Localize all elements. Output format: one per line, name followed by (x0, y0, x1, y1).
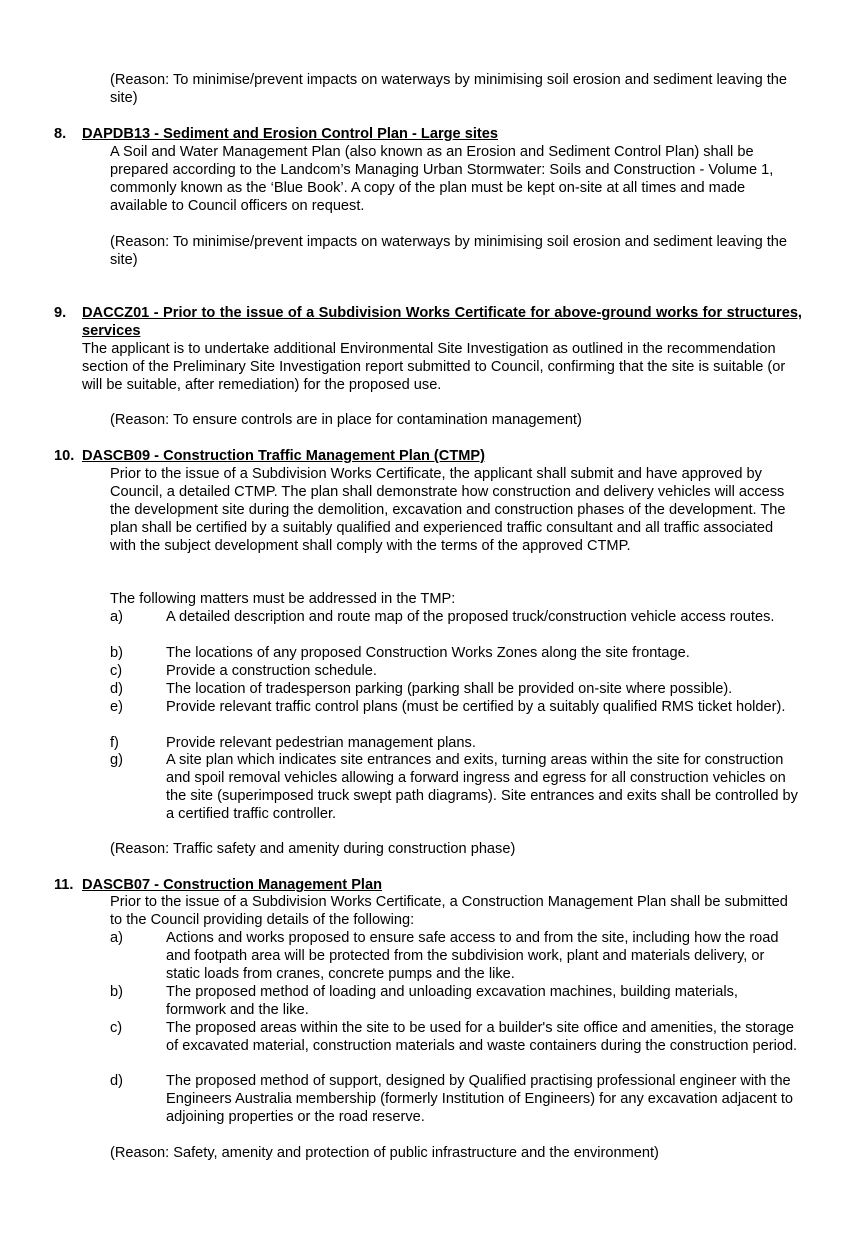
condition-10-number: 10. (54, 448, 75, 464)
list-item-label: b) (110, 984, 123, 1000)
list-item: Actions and works proposed to ensure safe access to and from the site, including how the road and footpath area will be protected from the subdivision work, plant and materials delivery, or static loads from cranes, concrete pumps and the like. (166, 930, 779, 982)
list-item-label: d) (110, 1073, 123, 1089)
list-item-label: d) (110, 681, 123, 697)
condition-10-intro: The following matters must be addressed in the TMP: (110, 591, 456, 607)
list-item-label: a) (110, 930, 123, 946)
list-item: The proposed method of loading and unloading excavation machines, building materials, formwork and the like. (166, 984, 738, 1018)
list-item-label: c) (110, 663, 123, 679)
list-item-label: b) (110, 645, 123, 661)
condition-11-heading: DASCB07 - Construction Management Plan (82, 877, 383, 893)
condition-9-reason: (Reason: To ensure controls are in place for contamination management) (110, 412, 582, 428)
condition-10-reason: (Reason: Traffic safety and amenity during construction phase) (110, 841, 516, 857)
list-item: Provide relevant traffic control plans (must be certified by a suitably qualified RMS ticket holder). (166, 699, 786, 715)
condition-9-number: 9. (54, 305, 67, 321)
condition-10-heading: DASCB09 - Construction Traffic Management Plan (CTMP) (82, 448, 485, 464)
list-item: The proposed areas within the site to be used for a builder's site office and amenities, the storage of excavated material, construction materials and waste containers during the construction period. (166, 1020, 798, 1054)
list-item: The locations of any proposed Construction Works Zones along the site frontage. (166, 645, 690, 661)
condition-10-body: Prior to the issue of a Subdivision Works Certificate, the applicant shall submit and have approved by Council, a detailed CTMP. The plan shall demonstrate how construction and delivery vehicles will access the development site during the demolition, excavation and construction phases of the development. The plan shall be certified by a suitably qualified and experienced traffic consultant and all traffic associated with the subject development shall comply with the terms of the approved CTMP. (110, 466, 786, 554)
list-item: A detailed description and route map of the proposed truck/construction vehicle access routes. (166, 609, 775, 625)
list-item: The location of tradesperson parking (parking shall be provided on-site where possible). (166, 681, 733, 697)
list-item-label: g) (110, 752, 123, 768)
list-item-label: a) (110, 609, 123, 625)
top-reason: (Reason: To minimise/prevent impacts on waterways by minimising soil erosion and sediment leaving the site) (110, 72, 788, 106)
condition-8-reason: (Reason: To minimise/prevent impacts on waterways by minimising soil erosion and sediment leaving the site) (110, 234, 788, 268)
list-item-label: c) (110, 1020, 123, 1036)
list-item: The proposed method of support, designed by Qualified practising professional engineer with the Engineers Australia membership (formerly Institution of Engineers) for any excavation adjacent to adjoining properties or the road reserve. (166, 1073, 794, 1125)
list-item: Provide relevant pedestrian management plans. (166, 735, 476, 751)
list-item-label: f) (110, 735, 119, 751)
condition-11-body: Prior to the issue of a Subdivision Works Certificate, a Construction Management Plan shall be submitted to the Council providing details of the following: (110, 894, 788, 928)
list-item: A site plan which indicates site entrances and exits, turning areas within the site for construction and spoil removal vehicles allowing a forward ingress and egress for all construction vehicles on the site (superimposed truck swept path diagrams). Site entrances and exits shall be controlled by a certified traffic controller. (166, 752, 798, 822)
condition-8-body: A Soil and Water Management Plan (also known as an Erosion and Sediment Control Plan) shall be prepared according to the Landcom’s Managing Urban Stormwater: Soils and Construction - Volume 1, commonly known as the ‘Blue Book’. A copy of the plan must be kept on-site at all times and made available to Council officers on request. (110, 144, 774, 214)
condition-11-number: 11. (54, 877, 74, 893)
condition-11-reason: (Reason: Safety, amenity and protection of public infrastructure and the environment) (110, 1145, 659, 1161)
condition-8-number: 8. (54, 126, 67, 142)
condition-9-heading: DACCZ01 - Prior to the issue of a Subdivision Works Certificate for above-ground works for structures, services (82, 305, 802, 339)
list-item-label: e) (110, 699, 123, 715)
list-item: Provide a construction schedule. (166, 663, 377, 679)
condition-9-body: The applicant is to undertake additional Environmental Site Investigation as outlined in the recommendation section of the Preliminary Site Investigation report submitted to Council, confirming that the site is suitable (or will be suitable, after remediation) for the proposed use. (82, 341, 786, 393)
condition-8-heading: DAPDB13 - Sediment and Erosion Control Plan - Large sites (82, 126, 498, 142)
